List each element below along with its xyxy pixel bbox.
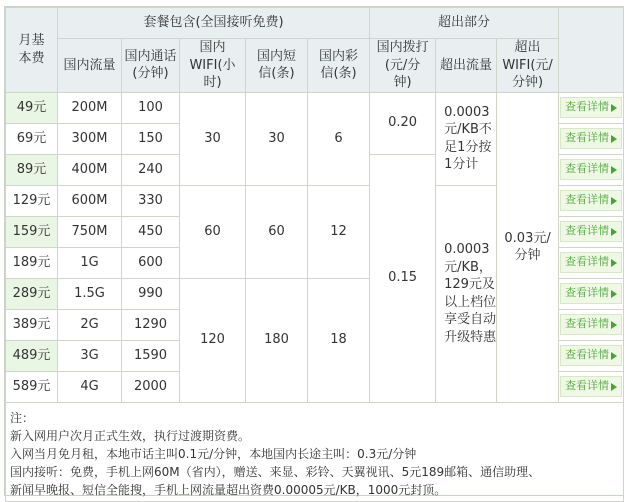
col-excess-call: 国内拨打(元/分钟) xyxy=(370,39,436,93)
call-cell: 1590 xyxy=(122,340,180,371)
mms-cell: 6 xyxy=(308,92,370,185)
data-cell: 300M xyxy=(58,123,122,154)
detail-cell xyxy=(559,278,624,309)
excess-call-cell: 0.20 xyxy=(370,92,436,154)
view-details-button[interactable]: 查看详情 xyxy=(560,345,622,366)
mms-cell: 18 xyxy=(308,278,370,402)
play-arrow-icon xyxy=(611,352,617,360)
detail-cell xyxy=(559,371,624,402)
col-excess-data: 超出流量 xyxy=(436,39,497,93)
mms-cell: 12 xyxy=(308,185,370,278)
play-arrow-icon xyxy=(611,290,617,298)
view-details-button[interactable]: 查看详情 xyxy=(560,97,622,118)
data-cell: 400M xyxy=(58,154,122,185)
view-details-button[interactable]: 查看详情 xyxy=(560,221,622,242)
col-domestic-wifi: 国内WIFI(小时) xyxy=(180,39,246,93)
play-arrow-icon xyxy=(611,228,617,236)
data-cell: 4G xyxy=(58,371,122,402)
col-domestic-mms: 国内彩信(条) xyxy=(308,39,370,93)
col-domestic-data: 国内流量 xyxy=(58,39,122,93)
play-arrow-icon xyxy=(611,321,617,329)
detail-cell xyxy=(559,92,624,123)
excess-data-cell: 0.0003元/KB不足1分按1分计 xyxy=(436,92,497,185)
monthly-fee-cell: 69元 xyxy=(6,123,58,154)
detail-cell xyxy=(559,340,624,371)
wifi-cell: 60 xyxy=(180,185,246,278)
wifi-cell: 30 xyxy=(180,92,246,185)
play-arrow-icon xyxy=(611,259,617,267)
data-cell: 1G xyxy=(58,247,122,278)
call-cell: 600 xyxy=(122,247,180,278)
play-arrow-icon xyxy=(611,383,617,391)
monthly-fee-cell: 129元 xyxy=(6,185,58,216)
call-cell: 150 xyxy=(122,123,180,154)
view-details-button[interactable]: 查看详情 xyxy=(560,190,622,211)
data-cell: 200M xyxy=(58,92,122,123)
play-arrow-icon xyxy=(611,104,617,112)
data-cell: 3G xyxy=(58,340,122,371)
call-cell: 1290 xyxy=(122,309,180,340)
notes-title: 注： xyxy=(10,410,35,425)
tariff-table xyxy=(5,7,624,502)
view-details-button[interactable]: 查看详情 xyxy=(560,376,622,397)
col-domestic-sms: 国内短信(条) xyxy=(246,39,308,93)
package-group-header: 套餐包含(全国接听免费) xyxy=(58,8,370,39)
table-row xyxy=(6,92,624,123)
note-line: 国内接听：免费，手机上网60M（省内），赠送、来显、彩铃、天翼视讯、5元189邮箱、通信助理、 xyxy=(10,464,541,479)
detail-cell xyxy=(559,185,624,216)
data-cell: 750M xyxy=(58,216,122,247)
monthly-fee-cell: 49元 xyxy=(6,92,58,123)
note-line: 新闻早晚报、短信全能搜，手机上网流量超出资费0.00005元/KB，1000元封顶。 xyxy=(10,482,447,497)
view-details-button[interactable]: 查看详情 xyxy=(560,128,622,149)
monthly-fee-cell: 489元 xyxy=(6,340,58,371)
excess-group-header: 超出部分 xyxy=(370,8,559,39)
view-details-button[interactable]: 查看详情 xyxy=(560,283,622,304)
detail-cell xyxy=(559,154,624,185)
call-cell: 2000 xyxy=(122,371,180,402)
monthly-fee-header-text: 月基本费 xyxy=(18,33,45,66)
play-arrow-icon xyxy=(611,197,617,205)
view-details-button[interactable]: 查看详情 xyxy=(560,252,622,273)
sms-cell: 180 xyxy=(246,278,308,402)
monthly-fee-cell: 189元 xyxy=(6,247,58,278)
excess-data-cell: 0.0003元/KB，129元及以上档位享受自动升级特惠 xyxy=(436,185,497,402)
detail-cell xyxy=(559,216,624,247)
col-domestic-call: 国内通话(分钟) xyxy=(122,39,180,93)
col-excess-wifi: 超出WIFI(元/分钟) xyxy=(497,39,559,93)
notes-section xyxy=(6,402,624,501)
note-line: 入网当月免月租，本地市话主叫0.1元/分钟，本地国内长途主叫：0.3元/分钟 xyxy=(10,446,417,461)
sms-cell: 30 xyxy=(246,92,308,185)
monthly-fee-cell: 589元 xyxy=(6,371,58,402)
call-cell: 240 xyxy=(122,154,180,185)
call-cell: 990 xyxy=(122,278,180,309)
play-arrow-icon xyxy=(611,166,617,174)
tariff-panel xyxy=(4,6,624,496)
data-cell: 2G xyxy=(58,309,122,340)
data-cell: 1.5G xyxy=(58,278,122,309)
detail-cell xyxy=(559,247,624,278)
detail-cell xyxy=(559,309,624,340)
monthly-fee-cell: 89元 xyxy=(6,154,58,185)
call-cell: 330 xyxy=(122,185,180,216)
monthly-fee-header xyxy=(6,8,58,93)
data-cell: 600M xyxy=(58,185,122,216)
call-cell: 450 xyxy=(122,216,180,247)
detail-cell xyxy=(559,123,624,154)
monthly-fee-cell: 289元 xyxy=(6,278,58,309)
wifi-cell: 120 xyxy=(180,278,246,402)
excess-call-cell: 0.15 xyxy=(370,154,436,402)
detail-column-header xyxy=(559,8,624,93)
view-details-button[interactable]: 查看详情 xyxy=(560,159,622,180)
monthly-fee-cell: 159元 xyxy=(6,216,58,247)
call-cell: 100 xyxy=(122,92,180,123)
monthly-fee-cell: 389元 xyxy=(6,309,58,340)
note-line: 新入网用户次月正式生效，执行过渡期资费。 xyxy=(10,428,251,443)
play-arrow-icon xyxy=(611,135,617,143)
view-details-button[interactable]: 查看详情 xyxy=(560,314,622,335)
sms-cell: 60 xyxy=(246,185,308,278)
excess-wifi-cell: 0.03元/分钟 xyxy=(497,92,559,402)
